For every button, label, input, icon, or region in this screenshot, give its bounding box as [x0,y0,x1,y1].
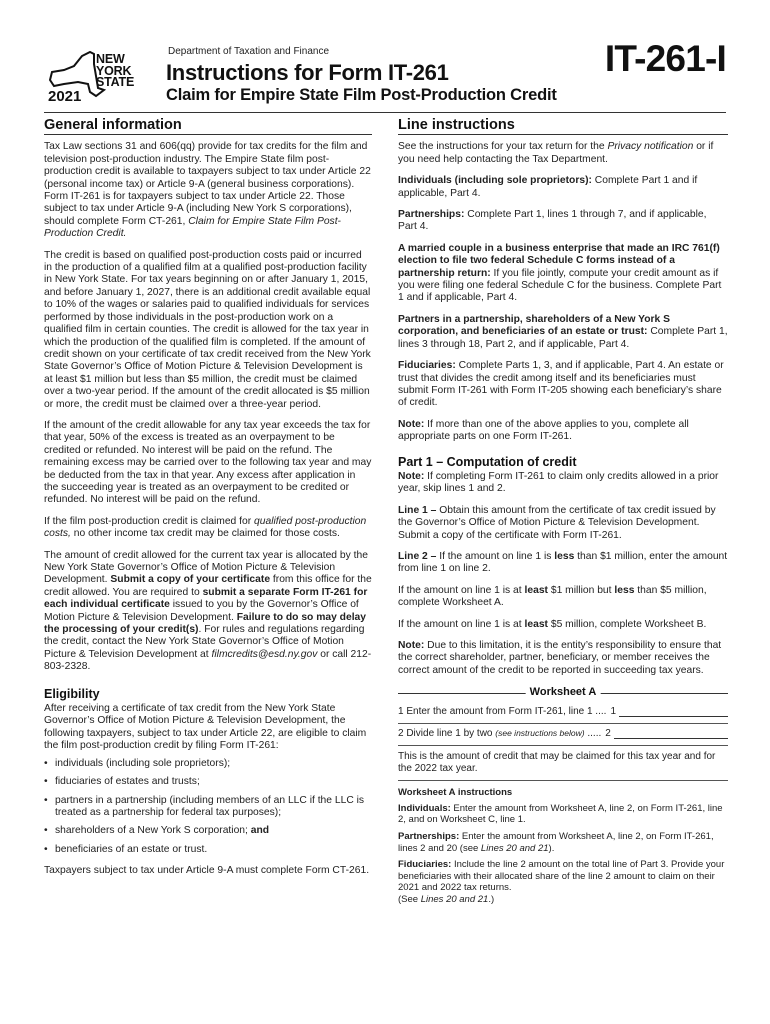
worksheet-a-header [398,686,728,700]
email-link[interactable]: filmcredits@esd.ny.gov [211,648,318,660]
worksheet-a [398,686,728,905]
general-paragraph-1: Tax Law sections 31 and 606(qq) provide for tax credits for the film and television post-production industry. The Empire State film post-production credit is available to taxpayers subject to tax under Article 22 (personal income tax) or Article 9-A (general business corporations). Form IT-261 is for taxpayers subject to tax under Article 22. Those subject to tax under Article 9-A (including New York S corporations), should complete Form CT-261, Claim for Empire State Film Post-Production Credit. [44,141,371,240]
eligibility-closing: Taxpayers subject to tax under Article 9-A must complete Form CT-261. [44,865,370,877]
worksheet-b-condition: If the amount on line 1 is at least $5 million, complete Worksheet B. [398,618,707,630]
married-couple-instruction: A married couple in a business enterprise that made an IRC 761(f) election to file two federal Schedule C forms instead of a partnership return: If you file jointly, compute your credit amount as if you were filing one federal Schedule C for the business. Complete Part 1 and if applicable, Part 4. [398,242,722,304]
worksheet-a-line-2-field[interactable] [614,729,728,739]
nys-logo [44,44,148,104]
general-information-heading: General information [44,119,372,135]
general-paragraph-4: If the film post-production credit is claimed for qualified post-production costs, no other income tax credit may be claimed for those costs. [44,515,367,540]
left-column [44,119,372,887]
page-title: Instructions for Form IT-261 [166,60,449,85]
line-instructions-intro: See the instructions for your tax return for the Privacy notification or if you need help contacting the Tax Department. [398,141,714,165]
right-column [398,119,728,911]
partners-shareholders-instruction: Partners in a partnership, shareholders of a New York S corporation, and beneficiaries of an estate or trust: Complete Part 1, lines 3 through 18, Part 2, and if applicable, Part 4. [398,313,728,350]
list-item: • shareholders of a New York S corporation; and [44,825,372,837]
form-number: IT-261-I [604,38,726,79]
logo-state-text: NEW YORK STATE [96,52,135,89]
logo-year: 2021 [48,88,82,105]
line-instructions-heading: Line instructions [398,119,728,135]
eligibility-heading: Eligibility [44,686,100,701]
worksheet-a-condition: If the amount on line 1 is at least $1 million but less than $5 million, complete Worksheet A. [398,584,707,609]
page-subtitle: Claim for Empire State Film Post-Production Credit [166,86,557,104]
worksheet-a-line-1-field[interactable] [619,707,728,717]
general-paragraph-2: The credit is based on qualified post-production costs paid or incurred in the production of a qualified film at a qualified post-production facility in New York State. For tax years beginning on or after January 1, 2015, and before January 1, 2027, there is an additional credit available equal to 10% of the wages or salaries paid to qualified individuals for services performed by those individuals in the post-production work on a qualified film in certain counties. The credit is allowed for the tax year in which the production of the qualified film is completed. If the amount of credit shown on your certificate of tax credit received from the New York State Governor’s Office of Motion Picture & Television Development is at least $1 million but less than $5 million, the credit must be claimed over a two-year period. If the amount of the credit allocated is $5 million or more, the credit must be claimed over a three-year period. [44,249,371,410]
line-instructions-note: Note: If more than one of the above applies to you, complete all appropriate parts on one Form IT-261. [398,418,689,443]
list-item: • beneficiaries of an estate or trust. [44,844,372,856]
general-paragraph-5: The amount of credit allowed for the current tax year is allocated by the New York State Governor’s Office of Motion Picture & Television Development. Submit a copy of your certificate from this office for the credit allowed. You are required to submit a separate Form IT-261 for each individual certificate issued to you by the Governor’s Office of Motion Picture & Television Development. Failure to do so may delay the processing of your credit(s). For rules and regulations regarding the credit, contact the New York State Governor’s Office of Motion Picture & Television Development at filmcredits@esd.ny.gov or call 212-803-2328. [44,549,372,673]
header-divider [44,112,726,113]
list-item: • fiduciaries of estates and trusts; [44,776,372,788]
general-paragraph-3: If the amount of the credit allowable for any tax year exceeds the tax for that year, 50% of the excess is treated as an overpayment to be credited or refunded. No interest will be paid on the refund. The remaining excess may be carried over to the following tax year and may be deducted from the tax in that year. Any excess after application in the succeeding year is treated as an overpayment to be credited or refunded. No interest will be paid on the refund. [44,419,372,506]
partnerships-instruction: Partnerships: Complete Part 1, lines 1 through 7, and if applicable, Part 4. [398,209,707,233]
limitation-note: Note: Due to this limitation, it is the entity’s responsibility to ensure that the correct shareholder, partner, beneficiary, or member receives the correct amount of the credit to be reported in succeeding tax years. [398,640,722,676]
department-name: Department of Taxation and Finance [168,46,330,57]
fiduciaries-instruction: Fiduciaries: Complete Parts 1, 3, and if applicable, Part 4. An estate or trust that divides the credit among itself and its beneficiaries must submit Form IT-261 with Form IT-205 showing each beneficiary’s share of credit. [398,360,724,409]
part1-heading: Part 1 – Computation of credit [398,454,577,469]
eligibility-list [44,758,372,856]
line2-instruction: Line 2 – If the amount on line 1 is less than $1 million, enter the amount from line 1 on line 2. [398,550,728,575]
eligibility-intro: After receiving a certificate of tax credit from the New York State Governor’s Office of Motion Picture & Television Development, the following taxpayers, subject to tax under Article 22, are eligible to claim the film post-production credit by filing Form IT-261: [44,703,367,752]
worksheet-a-row-1: 1 Enter the amount from Form IT-261, line 1 .... 1 [398,703,728,724]
line1-instruction: Line 1 – Obtain this amount from the certificate of tax credit issued by the Governor’s Office of Motion Picture & Television Development. Submit a copy of the certificate with Form IT-261. [398,504,716,541]
worksheet-a-note: This is the amount of credit that may be claimed for this tax year and for the 2022 tax year. [398,746,728,781]
worksheet-a-title: Worksheet A [526,686,601,698]
list-item: • partners in a partnership (including members of an LLC if the LLC is treated as a partnership for federal tax purposes); [44,795,372,820]
part1-note: Note: If completing Form IT-261 to claim only credits allowed in a prior year, skip lines 1 and 2. [398,470,719,495]
list-item: • individuals (including sole proprietors); [44,758,372,770]
worksheet-a-row-2: 2 Divide line 1 by two (see instructions below) ..... 2 [398,724,728,746]
worksheet-a-instructions: Worksheet A instructions Individuals: Enter the amount from Worksheet A, line 2, on Form IT-261, line 2, and on Worksheet C, line 1. Partnerships: Enter the amount from Worksheet A, line 2, on Form IT-261, lines 2 and 20 (see Lines 20 and 21). Fiduciaries: Include the line 2 amount on the total line of Part 3. Provide your beneficiaries with their allocated share of the line 2 amount to claim on their 2021 and 2022 tax returns. (See Lines 20 and 21.) [398,787,725,905]
individuals-instruction: Individuals (including sole proprietors): Complete Part 1 and if applicable, Part 4. [398,175,698,199]
